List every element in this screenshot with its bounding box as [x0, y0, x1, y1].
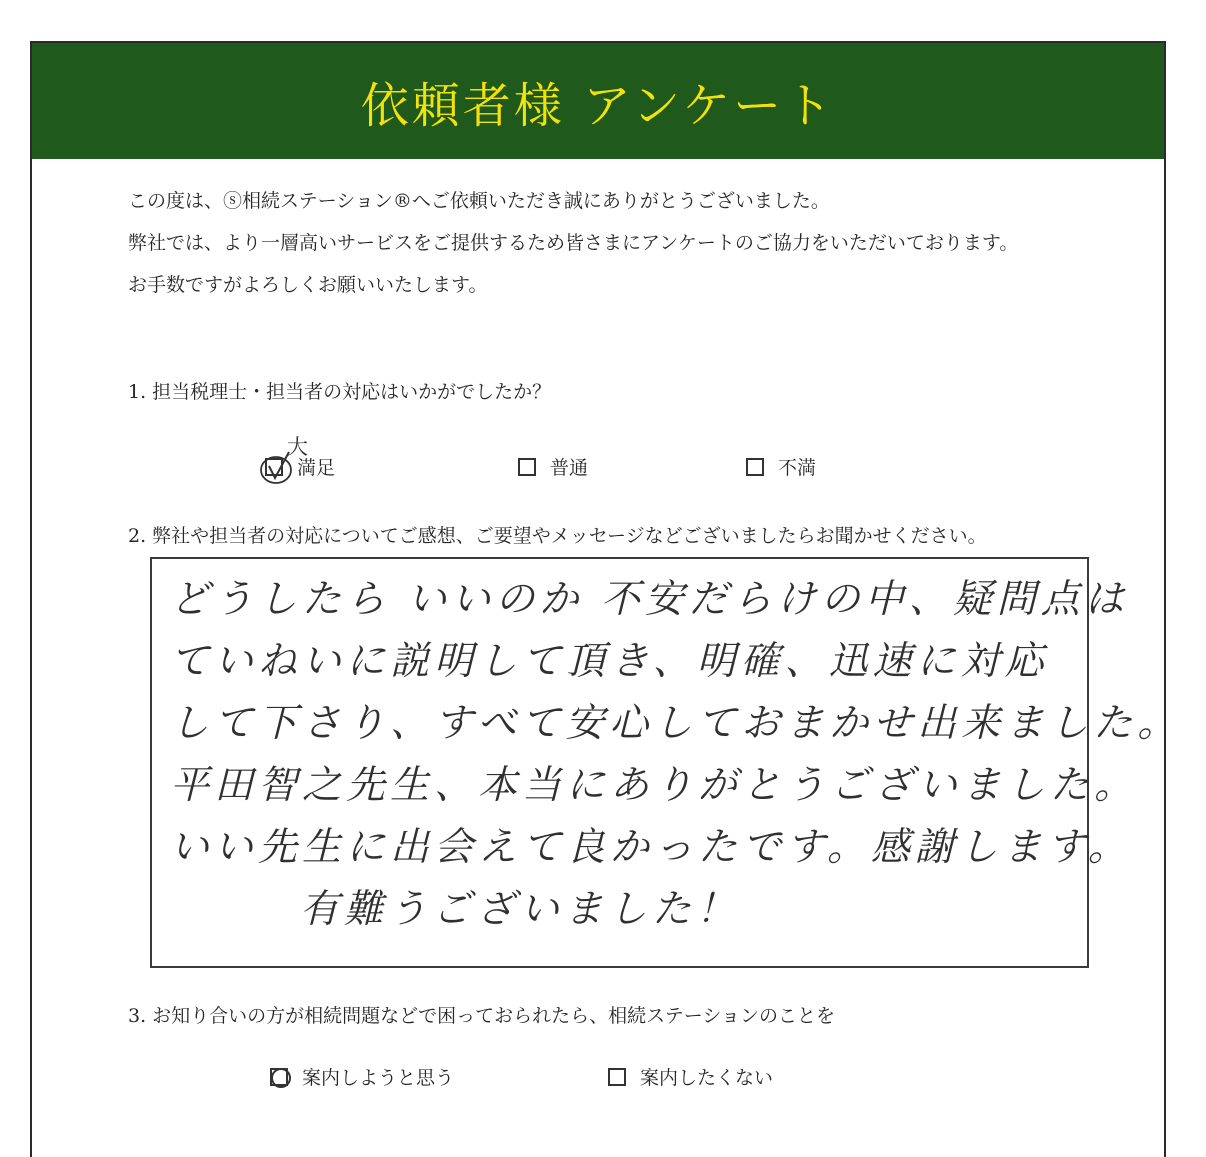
header-banner	[32, 43, 1164, 159]
handwritten-answer	[170, 569, 1181, 941]
question-3: 3. お知り合いの方が相続問題などで困っておられたら、相続ステーションのことを	[128, 1005, 836, 1027]
option-label: 満足	[297, 457, 336, 479]
q1-option-dissatisfied[interactable]	[746, 453, 816, 480]
intro-line: 弊社では、より一層高いサービスをご提供するため皆さまにアンケートのご協力をいただいております。	[128, 232, 1019, 254]
answer-line: ていねいに説明して頂き、明確、迅速に対応	[170, 639, 1049, 684]
q1-option-satisfied[interactable]	[265, 435, 336, 480]
answer-line: して下さり、すべて安心しておまかせ出来ました。	[170, 701, 1182, 746]
question-1: 1. 担当税理士・担当者の対応はいかがでしたか？	[128, 381, 552, 403]
question-2: 2. 弊社や担当者の対応についてご感想、ご要望やメッセージなどございましたらお聞かせください。	[128, 525, 987, 547]
answer-line: いい先生に出会えて良かったです。感謝します。	[170, 825, 1132, 870]
checkbox[interactable]	[518, 458, 536, 476]
intro-line: この度は、ⓢ相続ステーション®へご依頼いただき誠にありがとうございました。	[128, 190, 830, 212]
option-label: 案内したくない	[640, 1067, 774, 1089]
intro-line: お手数ですがよろしくお願いいたします。	[128, 274, 488, 296]
handwritten-annotation: 大	[287, 435, 308, 459]
survey-sheet	[30, 41, 1182, 1157]
answer-line: どうしたら いいのか 不安だらけの中、疑問点は	[170, 577, 1129, 622]
answer-line: 平田智之先生、本当にありがとうございました。	[170, 763, 1139, 808]
checkbox[interactable]	[608, 1068, 626, 1086]
option-label: 不満	[778, 457, 817, 479]
q3-option-will-refer[interactable]	[270, 1063, 454, 1090]
page-title: 依頼者様 アンケート	[360, 77, 836, 134]
circle-mark-icon	[264, 1054, 294, 1084]
q3-option-will-not-refer[interactable]	[608, 1063, 773, 1090]
option-label: 普通	[550, 457, 589, 479]
answer-line: 有難うございました！	[300, 887, 741, 932]
intro-text	[128, 180, 1018, 306]
checkbox-checked[interactable]	[265, 458, 283, 476]
free-text-answer-box[interactable]	[150, 557, 1182, 968]
checkbox-checked[interactable]	[270, 1068, 288, 1086]
checkbox[interactable]	[746, 458, 764, 476]
option-label: 案内しようと思う	[302, 1067, 455, 1089]
q1-option-normal[interactable]	[518, 453, 588, 480]
